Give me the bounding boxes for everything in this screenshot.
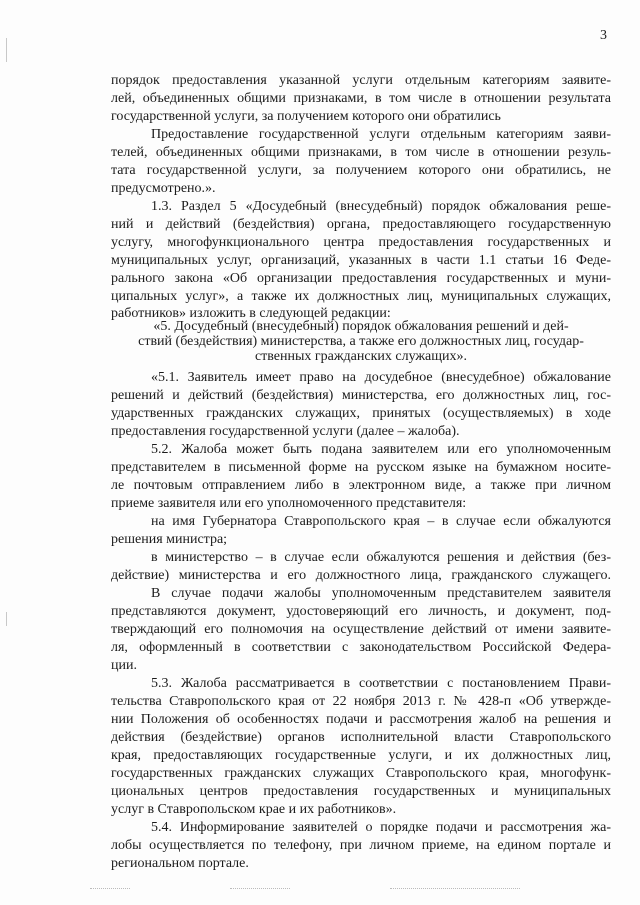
text-line: действия (бездействие) органов исполнительной власти Ставропольского: [111, 730, 611, 745]
text-line: муниципальных услуг, организаций, указанных в части 1.1 статьи 16 Феде-: [111, 253, 611, 268]
text-line: порядок предоставления указанной услуги отдельным категориям заявите-: [111, 73, 611, 88]
text-line: В случае подачи жалобы уполномоченным представителем заявителя: [151, 586, 611, 601]
text-line: «5.1. Заявитель имеет право на досудебное (внесудебное) обжалование: [151, 370, 611, 385]
text-line: 5.3. Жалоба рассматривается в соответствии с постановлением Прави-: [151, 676, 611, 691]
text-line: тельства Ставропольского края от 22 ноября 2013 г. № 428-п «Об утвержде-: [111, 694, 611, 709]
text-line: предусмотрено.».: [111, 181, 216, 196]
scan-artifact: [90, 888, 130, 891]
text-line: 5.4. Информирование заявителей о порядке подачи и рассмотрения жа-: [151, 820, 611, 835]
text-line: решения министра;: [111, 532, 228, 547]
left-edge-mark: [6, 612, 7, 626]
text-line: ципальных услуг», а также их должностных лиц, муниципальных служащих,: [111, 289, 611, 304]
text-line: решений и действий (бездействия) министерства, его должностных лиц, гос-: [111, 388, 611, 403]
text-line: лобы осуществляется по телефону, при личном приеме, на едином портале и: [111, 838, 611, 853]
scan-artifact: [230, 888, 290, 891]
text-line: в министерство – в случае если обжалуются решения и действия (без-: [151, 550, 611, 565]
text-line: рального закона «Об организации предоставления государственных и муни-: [111, 271, 611, 286]
text-line: телей, объединенных общими признаками, в том числе в отношении резуль-: [111, 145, 611, 160]
text-line: циональных центров предоставления государственных и муниципальных: [111, 784, 611, 799]
page-number: 3: [600, 28, 607, 43]
text-line: предоставления государственной услуги (далее – жалоба).: [111, 424, 460, 439]
text-line: региональном портале.: [111, 856, 249, 871]
text-line: края, предоставляющих государственные услуги, и их должностных лиц,: [111, 748, 611, 763]
scan-artifact: [390, 888, 520, 891]
text-line: представителем в письменной форме на русском языке на бумажном носите-: [111, 460, 611, 475]
text-line: ля, оформленный в соответствии с законодательством Российской Федера-: [111, 640, 611, 655]
text-line: лей, объединенных общими признаками, в том числе в отношении результата: [111, 91, 611, 106]
text-line: работников» изложить в следующей редакции:: [111, 306, 391, 321]
text-line: ле почтовым отправлением либо в электронном виде, а также при личном: [111, 478, 611, 493]
text-line: тата государственной услуги, за получением которого они обратились, не: [111, 163, 611, 178]
text-line: приеме заявителя или его уполномоченного представителя:: [111, 496, 467, 511]
text-line: государственных гражданских служащих Ставропольского края, многофунк-: [111, 766, 611, 781]
text-line: государственной услуги, за получением которого они обратились: [111, 109, 501, 124]
text-line: ударственных гражданских служащих, принятых (осуществляемых) в ходе: [111, 406, 611, 421]
text-line: на имя Губернатора Ставропольского края – в случае если обжалуются: [151, 514, 611, 529]
text-line: ний и действий (бездействия) органа, предоставляющего государственную: [111, 217, 611, 232]
text-line: услуг в Ставропольском крае и их работников».: [111, 802, 397, 817]
text-line: 1.3. Раздел 5 «Досудебный (внесудебный) порядок обжалования реше-: [151, 199, 611, 214]
text-line: ции.: [111, 658, 137, 673]
text-line: услугу, многофункционального центра предоставления государственных и: [111, 235, 611, 250]
text-line: тверждающий его полномочия на осуществление действий от имени заявите-: [111, 622, 611, 637]
text-line: 5.2. Жалоба может быть подана заявителем или его уполномоченным: [151, 442, 611, 457]
text-line: нии Положения об особенностях подачи и рассмотрения жалоб на решения и: [111, 712, 611, 727]
text-line: Предоставление государственной услуги отдельным категориям заяви-: [151, 127, 611, 142]
section-heading-line: ственных гражданских служащих».: [254, 349, 468, 364]
text-line: представляются документ, удостоверяющий его личность, и документ, под-: [111, 604, 611, 619]
text-line: действие) министерства и его должностного лица, гражданского служащего.: [111, 568, 611, 583]
section-heading-line: «5. Досудебный (внесудебный) порядок обжалования решений и дей-: [153, 319, 569, 334]
section-heading-line: ствий (бездействия) министерства, а также его должностных лиц, государ-: [138, 334, 584, 349]
left-edge-mark: [6, 38, 7, 62]
